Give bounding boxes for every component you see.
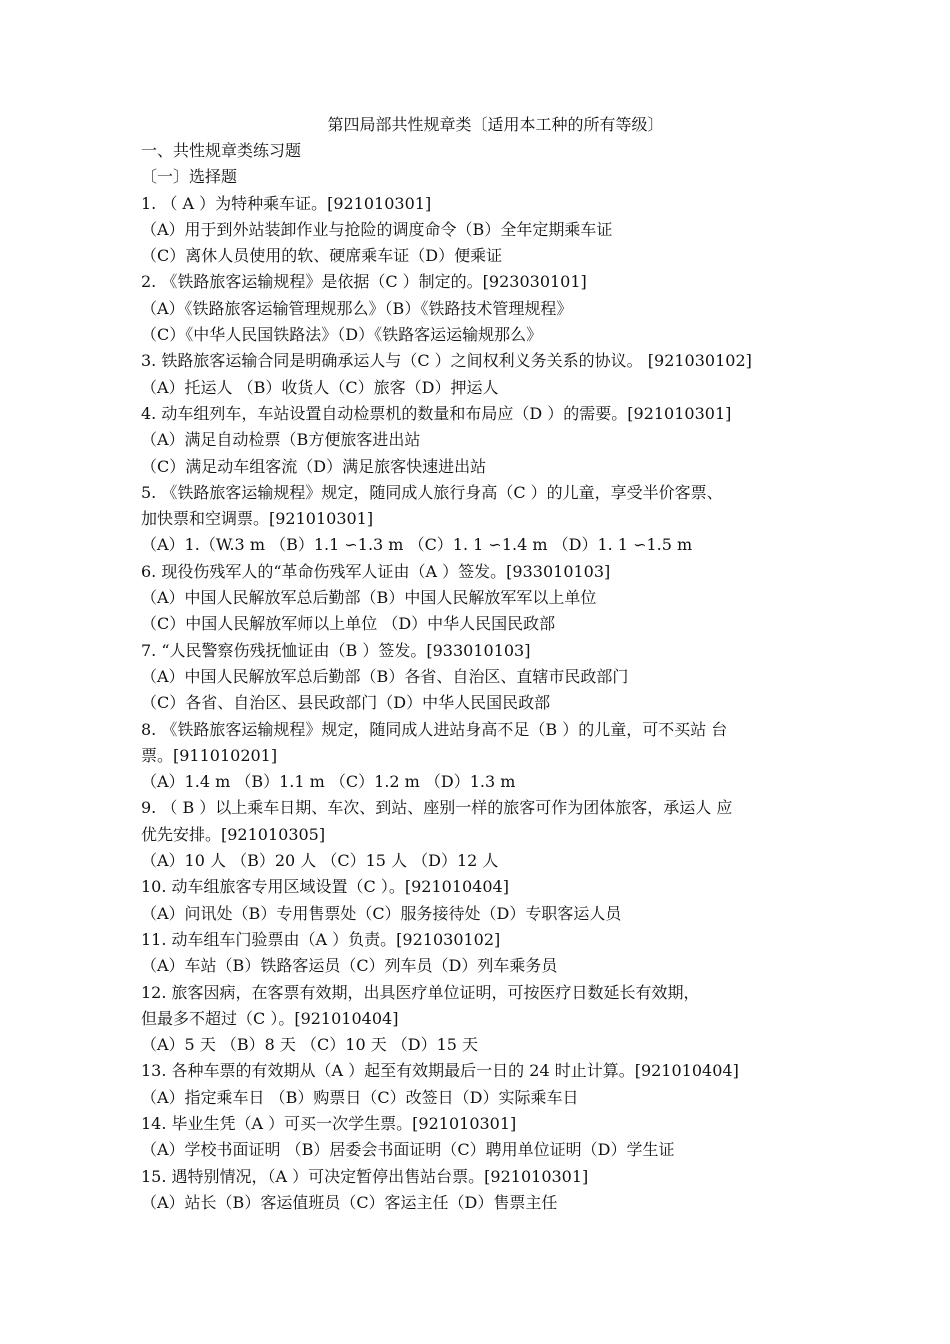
text-line: （A）站长（B）客运值班员（C）客运主任（D）售票主任 bbox=[141, 1192, 558, 1212]
text-line: （C）离休人员使用的软、硬席乘车证（D）便乘证 bbox=[141, 246, 503, 266]
text-line: 8. 《铁路旅客运输规程》规定，随同成人进站身高不足（B ）的儿童，可不买站 台 bbox=[141, 719, 728, 739]
text-line: 〔一〕选择题 bbox=[141, 167, 238, 187]
text-line: （C）《中华人民国铁路法》（D）《铁路客运运输规那么》 bbox=[141, 325, 543, 345]
text-line: （A）指定乘车日 （B）购票日（C）改签日（D）实际乘车日 bbox=[141, 1087, 579, 1107]
text-line: 加快票和空调票。[921010301] bbox=[141, 509, 374, 529]
text-line: 6. 现役伤残军人的“革命伤残军人证由（A ）签发。[933010103] bbox=[141, 561, 611, 581]
text-line: （A）问讯处（B）专用售票处（C）服务接待处（D）专职客运人员 bbox=[141, 903, 622, 923]
text-line: 15. 遇特别情况，（A ）可决定暂停出售站台票。[921010301] bbox=[141, 1166, 589, 1186]
text-line: 7. “人民警察伤残抚恤证由（B ）签发。[933010103] bbox=[141, 640, 531, 660]
text-line: 优先安排。[921010305] bbox=[141, 824, 326, 844]
text-line: 一、共性规章类练习题 bbox=[141, 141, 302, 160]
text-line: （A）10 人 （B）20 人 （C）15 人 （D）12 人 bbox=[141, 851, 499, 871]
text-line: 但最多不超过（C ）。[921010404] bbox=[141, 1008, 399, 1028]
text-line: 3. 铁路旅客运输合同是明确承运人与（C ）之间权利义务关系的协议。 [921030102] bbox=[141, 351, 752, 371]
text-line: （A）用于到外站装卸作业与抢险的调度命令（B）全年定期乘车证 bbox=[141, 219, 613, 239]
text-line: （C）满足动车组客流（D）满足旅客快速进出站 bbox=[141, 456, 487, 476]
text-line: 4. 动车组列车，车站设置自动检票机的数量和布局应（D ）的需要。[921010301] bbox=[141, 403, 732, 423]
text-line: （A）《铁路旅客运输管理规那么》（B）《铁路技术管理规程》 bbox=[141, 298, 573, 318]
page-title: 第四局部共性规章类〔适用本工种的所有等级〕 bbox=[327, 115, 664, 134]
text-line: 2. 《铁路旅客运输规程》是依据（C ）制定的。[923030101] bbox=[141, 272, 587, 292]
text-line: （A）1.（W.3 m （B）1.1 ∽1.3 m （C）1. 1 ∽1.4 m （D）1. 1 ∽1.5 m bbox=[141, 535, 693, 555]
text-line: （A）5 天 （B）8 天 （C）10 天 （D）15 天 bbox=[141, 1035, 479, 1055]
text-line: （A）托运人 （B）收货人（C）旅客（D）押运人 bbox=[141, 377, 499, 397]
text-line: 12. 旅客因病，在客票有效期，出具医疗单位证明，可按医疗日数延长有效期， bbox=[141, 982, 700, 1002]
text-line: 10. 动车组旅客专用区域设置（C ）。[921010404] bbox=[141, 877, 509, 897]
text-line: （A）学校书面证明 （B）居委会书面证明（C）聘用单位证明（D）学生证 bbox=[141, 1140, 675, 1160]
text-line: （A）车站（B）铁路客运员（C）列车员（D）列车乘务员 bbox=[141, 956, 558, 976]
text-line: （A）中国人民解放军总后勤部（B）各省、自治区、直辖市民政部门 bbox=[141, 666, 629, 686]
text-line: （C）中国人民解放军师以上单位 （D）中华人民国民政部 bbox=[141, 614, 556, 634]
text-line: 9. （ B ）以上乘车日期、车次、到站、座别一样的旅客可作为团体旅客，承运人 应 bbox=[141, 798, 733, 818]
text-line: 票。[911010201] bbox=[141, 745, 278, 765]
text-line: （A）中国人民解放军总后勤部（B）中国人民解放军军以上单位 bbox=[141, 588, 597, 608]
text-line: （C）各省、自治区、县民政部门（D）中华人民国民政部 bbox=[141, 693, 551, 713]
text-line: 11. 动车组车门验票由（A ）负责。[921030102] bbox=[141, 929, 501, 949]
text-line: （A）满足自动检票（B方便旅客进出站 bbox=[141, 430, 421, 450]
text-line: 1. （ A ）为特种乘车证。[921010301] bbox=[141, 193, 432, 213]
question-list bbox=[141, 138, 830, 1216]
text-line: 14. 毕业生凭（A ）可买一次学生票。[921010301] bbox=[141, 1113, 517, 1133]
text-line: 13. 各种车票的有效期从（A ）起至有效期最后一日的 24 时止计算。[921010404] bbox=[141, 1061, 739, 1081]
text-line: （A）1.4 m （B）1.1 m （C）1.2 m （D）1.3 m bbox=[141, 772, 516, 792]
text-line: 5. 《铁路旅客运输规程》规定，随同成人旅行身高（C ）的儿童，享受半价客票、 bbox=[141, 482, 723, 502]
